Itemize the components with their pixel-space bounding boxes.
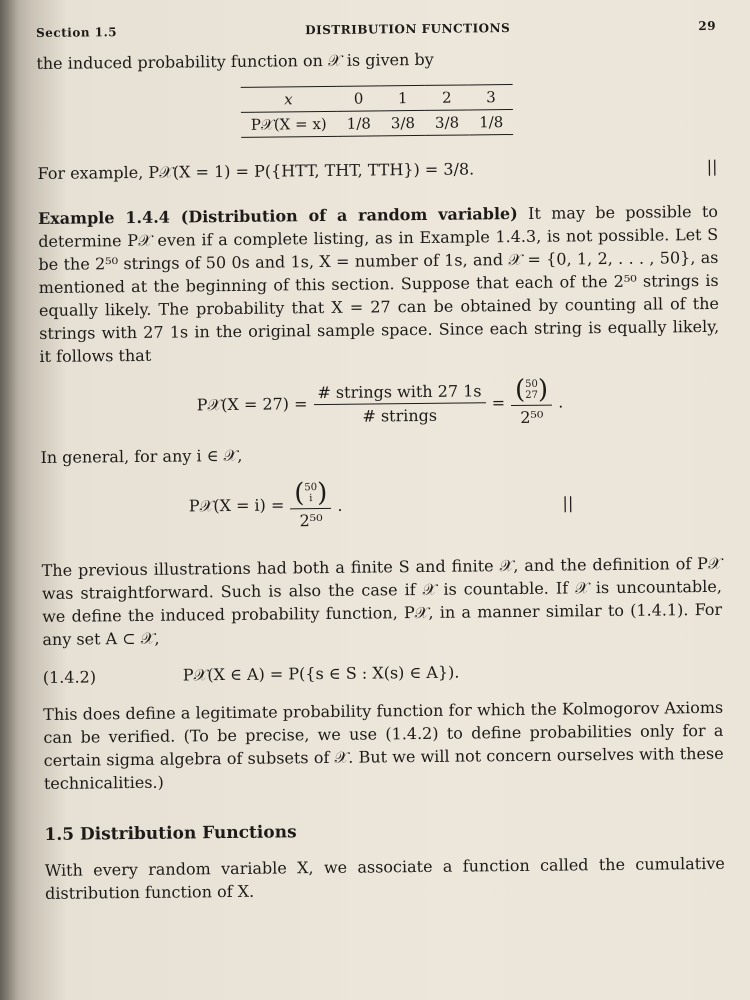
section-heading: 1.5 Distribution Functions	[44, 822, 297, 845]
binom-stack	[525, 379, 538, 401]
example-line-text: For example, P𝒳(X = 1) = P({HTT, THT, TTH}) = 3/8.	[37, 159, 475, 183]
intro-text: the induced probability function on 𝒳 is given by	[36, 49, 434, 73]
equation-2	[41, 476, 721, 533]
binom-top: 50	[525, 378, 538, 390]
example-text: It may be possible to determine P𝒳 even if a complete listing, as in Example 1.4.3, is not possible. Let S be the 2⁵⁰ strings of 50 0s and 1s, X = number of 1s, and 𝒳 = {0, 1, 2, . . . , 50}, as mentioned at the beginning of this section. Suppose that each of the 2⁵⁰ strings is equally likely. The probability that X = 27 can be obtained by counting all of the strings with 27 1s in the original sample space. Since each string is equally likely, it follows that	[38, 201, 720, 366]
table-cell: 3	[469, 85, 513, 110]
table-cell: 3/8	[425, 110, 469, 135]
equation-1-4-2	[43, 660, 723, 687]
table-cell: 1/8	[469, 110, 513, 135]
eq1-end: .	[558, 391, 564, 412]
eq2-binomial	[290, 477, 331, 509]
equation-body: P𝒳(X ∈ A) = P({s ∈ S : X(s) ∈ A}).	[182, 662, 460, 685]
left-paren: (	[514, 374, 526, 406]
table-cell: 0	[336, 86, 380, 111]
table-row-label-prob: P𝒳(X = x)	[241, 111, 337, 137]
binom-stack	[304, 482, 317, 504]
eq1-lhs: P𝒳(X = 27) =	[196, 394, 308, 415]
eq2-end: .	[337, 495, 343, 515]
binom-top: 50	[304, 482, 318, 494]
equation-1	[40, 375, 720, 432]
page-number: 29	[698, 18, 717, 34]
eq1-denominator: # strings	[362, 405, 438, 426]
eq1-binomial	[511, 374, 552, 406]
eq1-equals: =	[491, 392, 506, 412]
eq2-fraction	[290, 477, 332, 531]
right-paren: )	[316, 477, 328, 509]
binom-bottom: i	[309, 493, 313, 505]
end-of-example-mark-2: ||	[562, 492, 574, 513]
right-paren: )	[537, 374, 549, 405]
eq2-lhs: P𝒳(X = i) =	[188, 495, 285, 516]
table-cell: 1	[380, 85, 424, 110]
paragraph-cdf: With every random variable X, we associate a function called the cumulative distribution function of X.	[44, 853, 725, 903]
distribution-table	[240, 84, 513, 138]
eq1-fraction	[313, 381, 486, 426]
end-of-example-mark: ||	[706, 156, 718, 176]
page-content	[36, 19, 725, 905]
equation-label: (1.4.2)	[42, 666, 97, 687]
table-cell: 2	[425, 85, 469, 110]
left-paren: (	[294, 478, 305, 509]
paragraph-kolmogorov: This does define a legitimate probability function for which the Kolmogorov Axioms can be verified. (To be precise, we use (1.4.2) to define probabilities only for a certain sigma algebra of subsets of 𝒳. But we will not concern ourselves with these technicalities.)	[43, 697, 724, 793]
binom-bottom: 27	[525, 389, 538, 401]
eq1-binom-fraction	[511, 374, 553, 427]
binding-shadow	[0, 0, 18, 1000]
example-title: Example 1.4.4 (Distribution of a random variable)	[37, 203, 518, 228]
example-paragraph	[38, 200, 720, 368]
example-line	[37, 155, 717, 185]
table-cell: 1/8	[337, 111, 381, 136]
eq1-numerator: # strings with 27 1s	[313, 381, 485, 405]
general-line: In general, for any i ∈ 𝒳,	[40, 445, 243, 467]
header-section: Section 1.5	[36, 25, 118, 40]
table-cell: 3/8	[381, 110, 425, 135]
paragraph-uncountable: The previous illustrations had both a finite S and finite 𝒳, and the definition of P𝒳 was straightforward. Such is also the case if 𝒳 is countable. If 𝒳 is uncountable, we define the induced probability function, P𝒳, in a manner similar to (1.4.1). For any set A ⊂ 𝒳,	[41, 553, 723, 649]
table-row-label-x: x	[240, 86, 336, 112]
header-title: DISTRIBUTION FUNCTIONS	[305, 21, 511, 38]
eq1-denominator-2: 2⁵⁰	[520, 407, 544, 427]
eq2-denominator: 2⁵⁰	[299, 511, 323, 531]
